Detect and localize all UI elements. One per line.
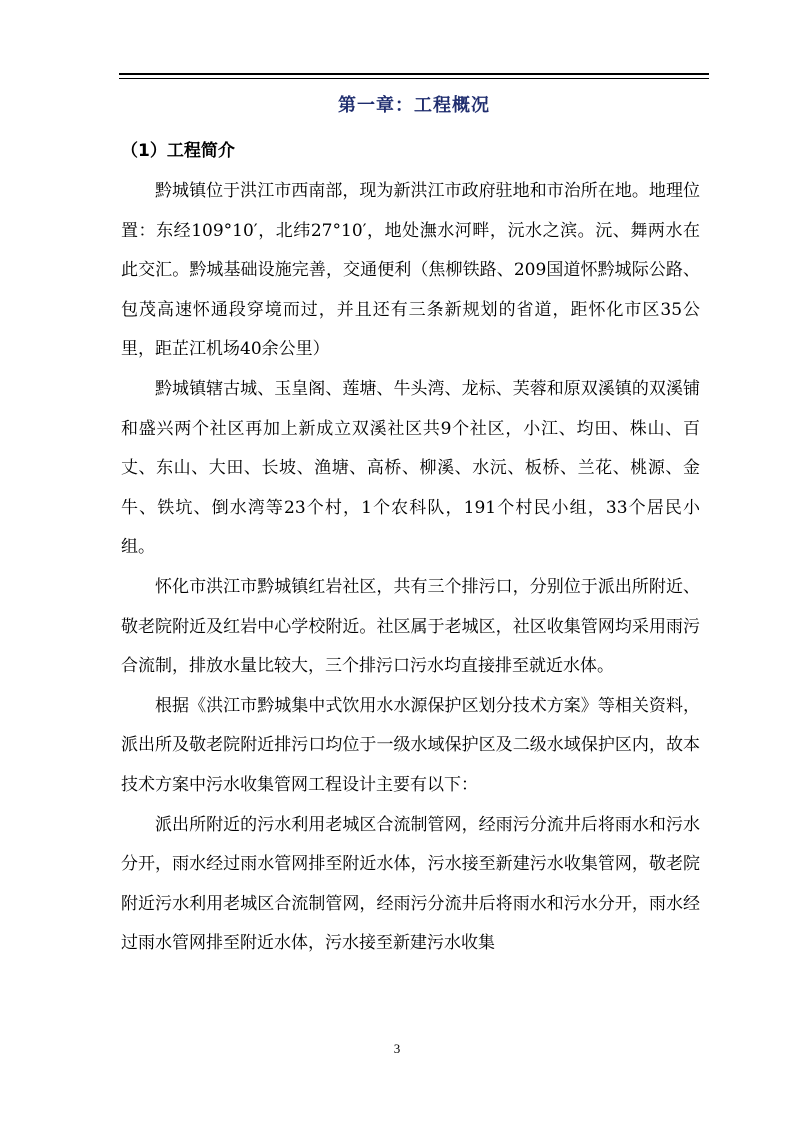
paragraph-design: 派出所附近的污水利用老城区合流制管网，经雨污分流井后将雨水和污水分开，雨水经过雨水管网排至附近水体，污水接至新建污水收集管网，敬老院附近污水利用老城区合流制管网，经雨污分流井后将雨水和污水分开，雨水经过雨水管网排至附近水体，污水接至新建污水收集 <box>121 814 700 954</box>
paragraph-outfalls: 怀化市洪江市黔城镇红岩社区，共有三个排污口，分别位于派出所附近、敬老院附近及红岩中心学校附近。社区属于老城区，社区收集管网均采用雨污合流制，排放水量比较大，三个排污口污水均直接排至就近水体。 <box>121 576 700 677</box>
header-rule-thin <box>119 78 709 79</box>
page-number: 3 <box>393 1041 401 1056</box>
paragraph-protection-zone: 根据《洪江市黔城集中式饮用水水源保护区划分技术方案》等相关资料，派出所及敬老院附近排污口均位于一级水域保护区及二级水域保护区内，故本技术方案中污水收集管网工程设计主要有以下： <box>121 695 700 795</box>
paragraph-jurisdiction: 黔城镇辖古城、玉皇阁、莲塘、牛头湾、龙标、芙蓉和原双溪镇的双溪铺和盛兴两个社区再加上新成立双溪社区共9个社区，小江、均田、株山、百丈、东山、大田、长坡、渔塘、高桥、柳溪、水沅、板桥、兰花、桃源、金牛、铁坑、倒水湾等23个村，1个农科队，191个村民小组，33个居民小组。 <box>121 378 700 558</box>
chapter-title: 第一章：工程概况 <box>338 95 490 116</box>
paragraph-location: 黔城镇位于洪江市西南部，现为新洪江市政府驻地和市治所在地。地理位置：东经109°10′，北纬27°10′，地处潕水河畔，沅水之滨。沅、舞两水在此交汇。黔城基础设施完善，交通便利（焦柳铁路、209国道怀黔城际公路、包茂高速怀通段穿境而过，并且还有三条新规划的省道，距怀化市区35公里，距芷江机场40余公里） <box>121 181 700 360</box>
header-rule-thick <box>119 73 709 75</box>
section-heading: （1）工程简介 <box>121 141 235 161</box>
body-text <box>121 172 700 964</box>
